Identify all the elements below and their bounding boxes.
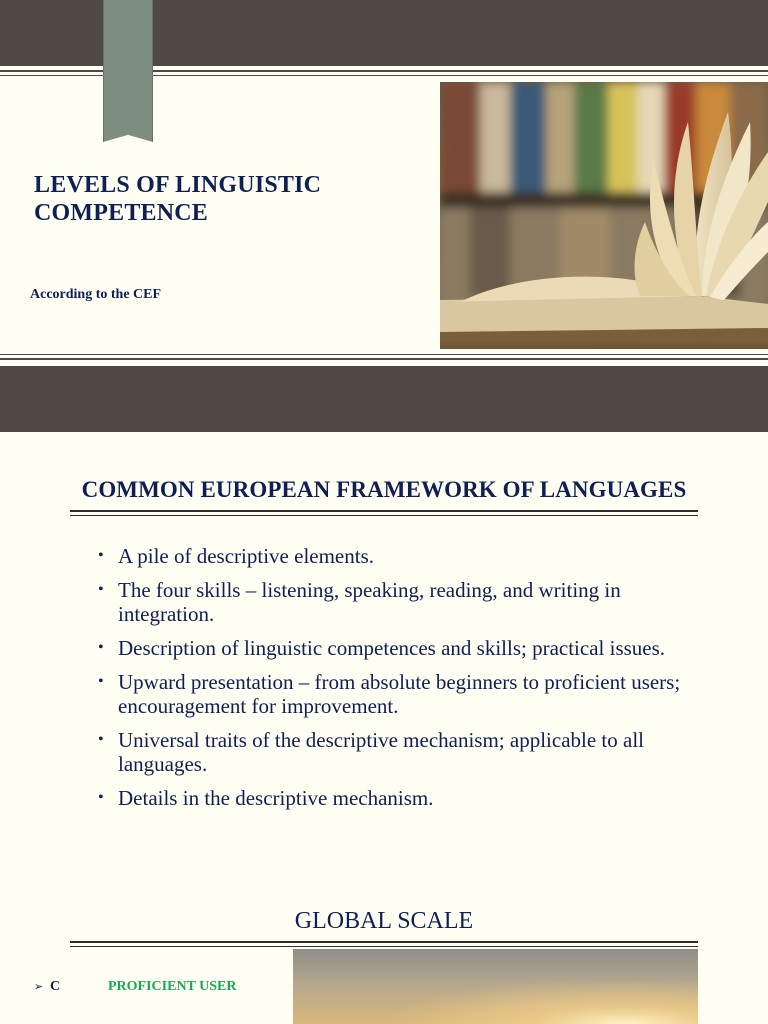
sunset-sky-photo — [293, 949, 698, 1024]
level-label: PROFICIENT USER — [108, 979, 237, 994]
bullet-icon: • — [98, 731, 104, 748]
list-item: • Description of linguistic competences and skills; practical issues. — [98, 636, 666, 660]
bullet-icon: • — [98, 547, 104, 564]
bottom-rule-thick — [0, 358, 768, 360]
section-rule-thin — [70, 946, 698, 947]
list-item: • A pile of descriptive elements. — [98, 544, 375, 568]
bottom-band — [0, 366, 768, 432]
title-slide — [0, 0, 768, 432]
list-item: • Upward presentation – from absolute beginners to proficient users; encouragement for improvement. — [98, 670, 681, 718]
bullet-icon: • — [98, 639, 104, 656]
bullet-icon: • — [98, 673, 104, 690]
framework-title: COMMON EUROPEAN FRAMEWORK OF LANGUAGES — [81, 477, 687, 502]
title-rule-thin — [70, 515, 698, 516]
bullet-list — [96, 544, 696, 820]
title-rule-thick — [70, 510, 698, 512]
open-book-photo — [440, 82, 768, 349]
list-item: • The four skills – listening, speaking, reading, and writing in integration. — [98, 578, 621, 626]
list-item: • Details in the descriptive mechanism. — [98, 786, 434, 810]
level-code: C — [50, 979, 61, 994]
bullet-icon: • — [98, 581, 104, 598]
list-item: • Universal traits of the descriptive mechanism; applicable to all languages. — [98, 728, 644, 776]
arrow-bullet-icon: ➢ — [34, 980, 44, 993]
content-slide — [0, 432, 768, 1024]
global-scale-title: GLOBAL SCALE — [294, 908, 474, 934]
slide-subtitle: According to the CEF — [30, 287, 162, 302]
bottom-rule-thin — [0, 354, 768, 355]
section-rule-thick — [70, 941, 698, 943]
bookmark-ribbon — [103, 0, 153, 142]
slide-title: LEVELS OF LINGUISTIC COMPETENCE — [34, 172, 322, 226]
bullet-icon: • — [98, 789, 104, 806]
